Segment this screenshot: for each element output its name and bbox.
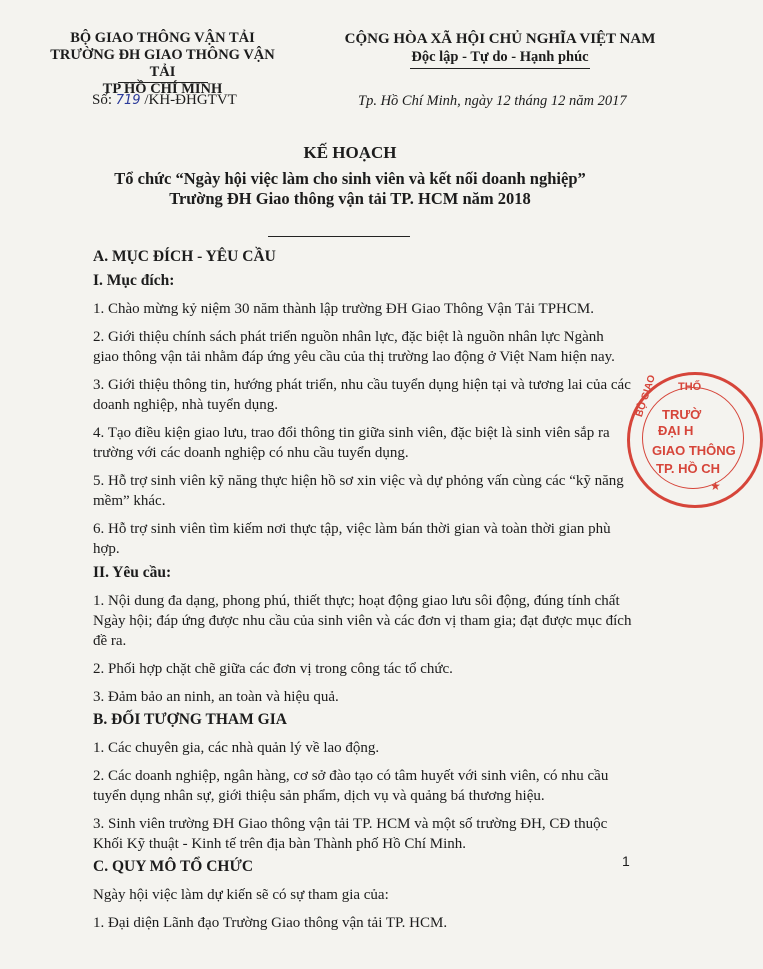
requirement-item-3: 3. Đảm bảo an ninh, an toàn và hiệu quả. [93, 689, 339, 705]
seal-text-5: TP. HỒ CH [656, 461, 721, 476]
org-ministry: BỘ GIAO THÔNG VẬN TẢI [70, 30, 255, 46]
document-body [93, 244, 633, 933]
purpose-item-6: 6. Hỗ trợ sinh viên tìm kiếm nơi thực tập, việc làm bán thời gian và toàn thời gian phù hợp. [93, 521, 611, 557]
national-header [330, 30, 670, 66]
requirement-item-2: 2. Phối hợp chặt chẽ giữa các đơn vị trong công tác tổ chức. [93, 661, 453, 677]
scale-item-1: 1. Đại diện Lãnh đạo Trường Giao thông vận tải TP. HCM. [93, 915, 448, 931]
document-number-suffix: /KH-ĐHGTVT [144, 92, 237, 108]
seal-text-3: ĐẠI H [658, 423, 694, 438]
document-title: KẾ HOẠCH [303, 143, 397, 162]
document-number-prefix: Số: [92, 92, 113, 108]
scale-intro: Ngày hội việc làm dự kiến sẽ có sự tham gia của: [93, 887, 389, 903]
section-a2-heading: II. Yêu cầu: [93, 564, 172, 581]
purpose-item-2: 2. Giới thiệu chính sách phát triển nguồn nhân lực, đặc biệt là nguồn nhân lực Ngành giao thông vận tải nhằm đáp ứng yêu cầu của thị trường lao động ở Việt Nam hiện nay. [93, 329, 615, 365]
org-university: TRƯỜNG ĐH GIAO THÔNG VẬN TẢI [50, 47, 275, 80]
seal-text-4: GIAO THÔNG [652, 443, 736, 458]
document-number [92, 92, 237, 109]
section-c-heading: C. QUY MÔ TỔ CHỨC [93, 858, 254, 875]
national-motto: Độc lập - Tự do - Hạnh phúc [411, 49, 589, 65]
purpose-item-3: 3. Giới thiệu thông tin, hướng phát triển, nhu cầu tuyển dụng hiện tại và tương lai của các doanh nghiệp, nhà tuyển dụng. [93, 377, 631, 413]
section-a-heading: A. MỤC ĐÍCH - YÊU CẦU [93, 248, 276, 265]
requirement-item-1: 1. Nội dung đa dạng, phong phú, thiết thực; hoạt động giao lưu sôi động, đúng tính chất Ngày hội; đáp ứng được nhu cầu của sinh viên và các đơn vị tham gia; đạt được mục đích đề ra. [93, 593, 632, 649]
participant-item-3: 3. Sinh viên trường ĐH Giao thông vận tải TP. HCM và một số trường ĐH, CĐ thuộc Khối Kỹ thuật - Kinh tế trên địa bàn Thành phố Hồ Chí Minh. [93, 816, 608, 852]
purpose-item-5: 5. Hỗ trợ sinh viên kỹ năng thực hiện hồ sơ xin việc và dự phỏng vấn cùng các “kỹ năng mềm” khác. [93, 473, 624, 509]
org-city: TP HỒ CHÍ MINH [102, 81, 223, 97]
document-date: Tp. Hồ Chí Minh, ngày 12 tháng 12 năm 2017 [358, 93, 627, 109]
document-subtitle [50, 169, 650, 209]
section-b-heading: B. ĐỐI TƯỢNG THAM GIA [93, 711, 287, 728]
section-a1-heading: I. Mục đích: [93, 272, 175, 289]
participant-item-1: 1. Các chuyên gia, các nhà quản lý về lao động. [93, 740, 380, 756]
participant-item-2: 2. Các doanh nghiệp, ngân hàng, cơ sở đào tạo có tâm huyết với sinh viên, có nhu cầu tuyển dụng nhân sự, giới thiệu sản phẩm, dịch vụ và quảng bá thương hiệu. [93, 768, 609, 804]
header-right-divider [410, 68, 590, 69]
seal-ring-text: BỘ GIAO [634, 373, 658, 419]
title-divider [268, 236, 410, 237]
subtitle-line-2: Trường ĐH Giao thông vận tải TP. HCM năm 2018 [169, 189, 531, 208]
document-number-handwritten: 719 [115, 93, 141, 108]
seal-star-icon: ★ [710, 479, 721, 493]
subtitle-line-1: Tổ chức “Ngày hội việc làm cho sinh viên và kết nối doanh nghiệp” [114, 169, 586, 188]
nation-name: CỘNG HÒA XÃ HỘI CHỦ NGHĨA VIỆT NAM [344, 31, 656, 47]
seal-text-2: TRƯỜ [662, 407, 702, 422]
purpose-item-1: 1. Chào mừng kỷ niệm 30 năm thành lập trường ĐH Giao Thông Vận Tải TPHCM. [93, 301, 594, 317]
header-left-divider [118, 82, 208, 83]
official-seal [627, 372, 763, 508]
issuing-organization [40, 30, 285, 98]
purpose-item-4: 4. Tạo điều kiện giao lưu, trao đổi thông tin giữa sinh viên, đặc biệt là sinh viên sắp ra trường với các doanh nghiệp có nhu cầu tuyển dụng. [93, 425, 610, 461]
page-number: 1 [622, 853, 630, 869]
seal-text-1: THỐ [678, 381, 702, 393]
